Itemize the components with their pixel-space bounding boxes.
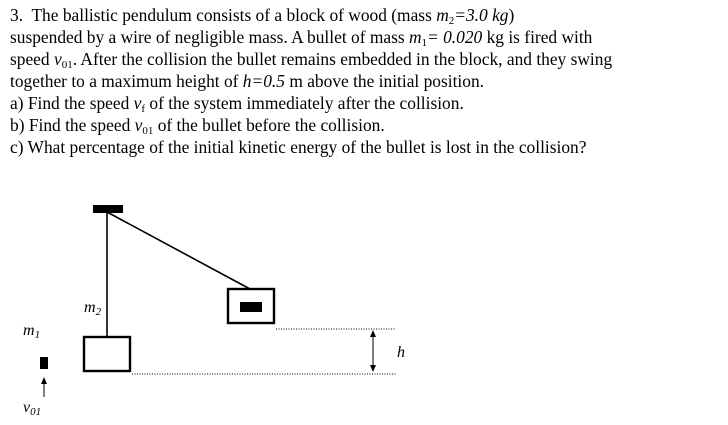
wood-block-initial (84, 337, 130, 371)
question-c: c) What percentage of the initial kinetic energy of the bullet is lost in the collision? (10, 137, 587, 157)
problem-number: 3. (10, 5, 24, 25)
problem-line-2: suspended by a wire of negligible mass. A bullet of mass $m_1= 0.020$ kg is fired with (10, 27, 593, 49)
velocity-arrow (41, 377, 47, 397)
height-arrow (370, 330, 376, 372)
bullet (40, 357, 48, 369)
embedded-bullet (240, 302, 262, 312)
question-b: b) Find the speed $v_{01}$ of the bullet before the collision. (10, 115, 385, 137)
m2-label: m2 (84, 299, 102, 318)
problem-line-4: together to a maximum height of h=0.5 m above the initial position. (10, 71, 484, 91)
question-a: a) Find the speed $v_f$ of the system immediately after the collision. (10, 93, 464, 115)
wire-swung (107, 212, 250, 289)
problem-line-1: 3. The ballistic pendulum consists of a block of wood (mass $m_2=3.0$ kg) (10, 5, 515, 27)
v01-label: v01 (23, 399, 42, 418)
problem-line-3: speed $v_{01}$. After the collision the bullet remains embedded in the block, and they swing (10, 49, 613, 71)
m1-label: m1 (23, 322, 41, 341)
h-label: h (397, 344, 405, 361)
